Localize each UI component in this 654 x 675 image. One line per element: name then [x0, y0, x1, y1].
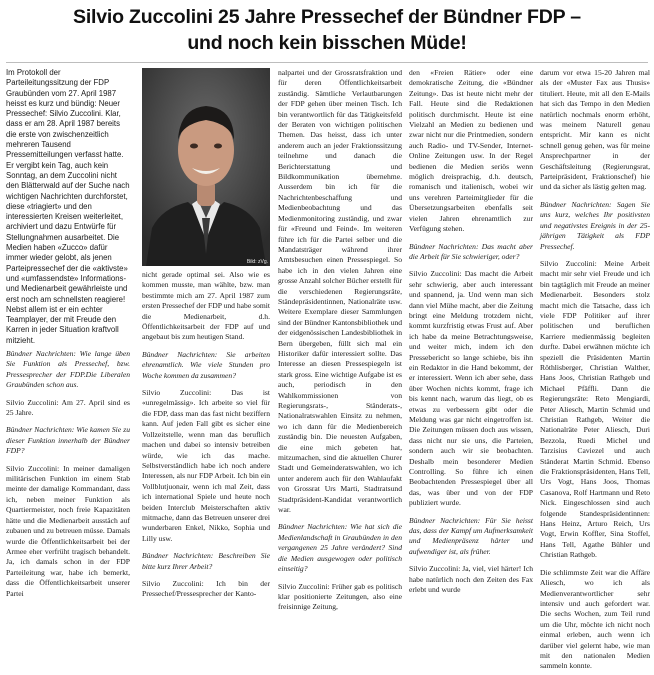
interview-question: Bündner Nachrichten: Sagen Sie uns kurz, welches Ihr positivsten und negativstes Ereignis in der 25-jährigen Tätigkeit als FDP Pressechef. [540, 199, 650, 251]
interview-answer: nalpartei und der Grossratsfraktion und für deren Öffentlichkeitsarbeit zuständig. Sämtliche Verlautbarungen der FDP gehen über meinen Tisch. Ich bin verantwortlich für das Tätigkeitsfeld der Beraten von wichtigen politischen Themen. Das heisst, dass ich unter anderem auch an jeder Fraktionssitzung teilnehme und danach die Berichterstattung und Bildkommunikation übernehme. Ausserdem bin ich für die Nachrichtenbeschaffung und Medienbeobachtung und das Medienmonitoring zuständig, und zwar für «Freund und Feind». Im weiteren führe ich für die Partei selber und die Mandatsträger während ihrer Amtsbesuchen einen Pressespiegel. So habe ich in den vielen Jahren eine grosse Anzahl solcher Bücher erstellt für die verschiedenen Regierungsräte, Ständepräsidentinnen, Nationalräte usw. Weitere Exemplare dieser Sammlungen sind der Bündner Kantonsbibliothek und der eidgenössischen Landesbibliothek in Bern übergeben, füllt sich mal ein Historiker dafür interessiert sollte. Das Interesse an diesen Pressespiegeln ist stark gross. Eine wichtige Aufgabe ist es auch, periodisch in den Wahlkommissionen von Regierungsrats-, Ständerats-, Nationalratswahlen Einsitz zu nehmen, wo ich dann für die Medienbereich zuständig bin. Die neuesten Aufgaben, die eine mich gebeten hat, mitzumachen, sind die aktuellen Churer Stadt und Gemeinderatswahlen, wo ich unter anderem auch für den Wahlaufakt von Grossrat Urs Marti, Stadtratsund Stadtpräsident-Kandidat verantwortlich war. [278, 68, 402, 515]
interview-answer: nicht gerade optimal sei. Also wie es kommen musste, man wählte, bzw. man bestimmte mich am 27. April 1987 zum ersten Pressechef der FDP und habe somit die Medienarbeit, d.h. Öffentlichkeitsarbeit der FDP auf und angebaut bis zum heutigen Stand. [142, 270, 270, 342]
column-3 [278, 68, 402, 616]
headline-line-2: und noch kein bisschen Müde! [187, 32, 467, 54]
interview-answer: Silvio Zuccolini: Ich bin der Pressechef/Pressesprecher der Kanto- [142, 578, 270, 599]
column-4 [409, 68, 533, 599]
interview-question: Bündner Nachrichten: Beschreiben Sie bitte kurz Ihrer Arbeit? [142, 551, 270, 571]
column-2 [142, 270, 270, 603]
interview-answer: Die schlimmste Zeit war die Affäre Aliesch, wo ich als Medienverantwortlicher sehr intensiv und auch gefordert war. Die sechs Wochen, zum Teil rund um die Uhr, möchte ich nicht noch einmal erleben, auch wenn ich darüber viel gelernt habe, wie man mit den nationalen Medien sammeln konnte. [540, 567, 650, 671]
interview-answer: Silvio Zuccolini: Früher gab es politisch klar positionierte Zeitungen, also eine freisinnige Zeitung, [278, 581, 402, 612]
article-headline [0, 4, 654, 56]
interview-question: Bündner Nachrichten: Wie hat sich die Medienlandschaft in Graubünden in den vergangenen 25 Jahre verändert? Sind die Medien ausgewogen oder politisch einseitig? [278, 522, 402, 574]
interview-question: Bündner Nachrichten: Wie lange üben Sie Funktion als Pressechef, bzw. Pressesprecher der FDP.Die Liberalen Graubünden schon aus. [6, 349, 130, 390]
column-5 [540, 68, 650, 675]
interview-answer: Silvio Zuccolini: Das macht die Arbeit sehr schwierig, aber auch interessant und spannend, ja. Und wenn man sich dann viel Mühe macht, aber die Zeitung bringt eine Meldung trotzdem nicht, kommt kurzfristig etwas Frust auf. Aber ich habe da meine Betrachtungsweise, und weiter mich, indem ich den Pressebericht so lange schiebe, bis ihn ein Redaktor in die Hand bekommt, der er interessiert. Wenn ich aber sehe, dass über Wochen nichts kommt, frage ich bis kennt nach, warum das liegt, ob es etwas zu verbessern gibt oder die Meldung was gar nicht eingetroffen ist. Die Zeitungen müssen doch aus wissen, dass nicht nur sie uns, die Parteien, sondern auch wir sie beobachten. Deshalb mein besonderer Medien Controlling. So führe ich einen Beobachtenden Pressespiegel über all das, was über und von der FDP publiziert wurde. [409, 269, 533, 508]
headline-line-1: Silvio Zuccolini 25 Jahre Pressechef der Bündner FDP – [73, 6, 581, 28]
interview-answer: Silvio Zuccolini: In meiner damaligen militärischen Funktion im einem Stab meinte der damalige Kommandant, dass ich, neben meiner Funktion als Quartiermeister, noch freie Kapazitäten hätte und die Medienarbeit ausstäch auf zubauen und zu betreuen müsse. Damals wurde die Öffentlichkeitsarbeit bei der Armee eher verfrüht tragisch behandelt. Ja, ich damals schon in der FDP Parteileitung war, habe ich bemerkt, dass die Öffentlichkeitsarbeit unserer Partei [6, 463, 130, 598]
interview-question: Bündner Nachrichten: Wie kamen Sie zu dieser Funktion innerhalb der Bündner FDP? [6, 425, 130, 456]
headline-divider [6, 62, 648, 63]
interview-answer: Silvio Zuccolini: Das ist «unregelmässig». Ich arbeite so viel für die FDP, dass man das fast nicht beziffern kann. Auf jeden Fall gibt es sicher eine Vollzeitstelle, wenn man das beruflich machen und dabei so intensiv betreiben würde, wie ich das mache. Selbstverständlich habe ich noch andere Interessen, als nur FDP Arbeit. Ich bin ein Vollblutjuonair, wenn ich mal Zeit, dass ich international Spiele und heute noch beiden Interclub Meisterschaften aktiv mitmache, dann das Betreuen unserer drei wunderbaren Enkel, Nikko, Sophia und Lilly usw. [142, 388, 270, 543]
column-1-body [6, 349, 130, 599]
interview-answer: den «Freien Rätier» oder eine demokratische Zeitung, die «Bündner Zeitung». Das ist heute nicht mehr der Fall. Heute sind die Redaktionen politisch durchmischt. Heute ist eine Vielzahl an Medien zu bedienen und zwar nicht nur die Printmedien, sondern auch Radio- und TV-Sender, Internet-Online Zeitungen usw. In der Regel bedienen die Medien seriös wenn möglich dreisprachig, d.h. deutsch, romanisch und italienisch, wobei wir uns verehren Parteimitglieder für die Übersetzungsarbeiten ebenfalls seit vielen Jahren ehrenamtlich zur Verfügung stehen. [409, 68, 533, 234]
column-1 [6, 68, 130, 602]
portrait-photo [142, 68, 270, 266]
interview-question: Bündner Nachrichten: Für Sie heisst das, dass der Kampf um Aufmerksamkeit und Medienpräsenz härter und aufwendiger ist, als früher. [409, 515, 533, 556]
portrait-illustration [142, 68, 270, 266]
interview-question: Bündner Nachrichten: Das macht aber die Arbeit für Sie schwieriger, oder? [409, 241, 533, 261]
interview-question: Bündner Nachrichten: Sie arbeiten ehrenamtlich. Wie viele Stunden pro Woche kommen da zusammen? [142, 349, 270, 380]
interview-answer: Silvio Zuccolini: Meine Arbeit macht mir sehr viel Freude und ich bin tagtäglich mit Freude an meiner Medienarbeit. Besonders stolz macht mich die Tatsache, dass ich viele FDP Politiker auf ihrer politischen und beruflichen Karriere medienmässig begleiten durfte. Dabei erwähnen möchte ich speziell die Präsidenten Martin Röthlisberger, Christian Walther, Hans Joos, Christian Rathgeb und Michael Pfäffli. Dann die Regierungsräte: Reto Mengiardi, Peter Aliesch, Martin Schmid und Christian Rathgeb, Weiter die Nationalräte Peter Aliesch, Duri Bezzola, Ruedi Michel und Tarzisius Caviezel und auch Ständerat Martin Schmid. Ebenso die Fraktionspräsidenten, Hans Tell, Urs Vogt, Hans Joos, Thomas Casanova, Rolf Hartmann und Reto Nick. Eingeschlossen sind auch folgende Standespräsidentinnen: Hans Heinz, Arturo Reich, Urs Vogt, Erwin Koffler, Sina Stoffel, Hans Tell, Agathe Bühler und Christian Rathgeb. [540, 258, 650, 560]
photo-credit: Bild: zVg. [246, 259, 268, 265]
interview-answer: Silvio Zuccolini: Ja, viel, viel härter! Ich habe natürlich noch den Zeiten des Fax erlebt und wurde [409, 564, 533, 595]
lead-paragraph: Im Protokoll der Parteileitungssitzung der FDP Graubünden vom 27. April 1987 heisst es kurz und bündig: Neuer Pressechef: Silvio Zuccolini. Klar, dass er am 28. April 1987 bereits die erste von zwischenzeitlich mehreren Tausend Pressemitteilungen verfasst hatte. Er vergibt kein Tag, auch kein Sonntag, an dem Zuccolini nicht den Blätterwald auf der Suche nach wichtigen Nachrichten durchforstet, diese «triagiert» und den interessierten Kreisen weiterleitet, archiviert und dazu Entwürfe für Stellungnahmen ausarbeitet. Die Medien haben «Zucco» dafür immer wieder gelobt, als jenen Parteipressechef der die «aktivste» und «umfassendste» Informations- und Medienarbeit gewährleiste und erst noch am schnellsten reagiere! Nebst allem ist er ein echter Teamplayer, der mit Freude den Karren in jeder Situation kraftvoll mitzieht. [6, 68, 130, 345]
interview-answer: Silvio Zuccolini: Am 27. April sind es 25 Jahre. [6, 397, 130, 418]
interview-answer: darum vor etwa 15-20 Jahren mal als der «Muster Fax aus Thusis» tituliert. Heute, mit all den E-Mails hat sich das Tempo in den Medien natürlich nochmals enorm erhöht, was meinem Naturell genau entspricht. Mir kann es nicht schnell genug gehen, was für meine Ansprechpartner in der Geschäftsleitung (Regierungsrat, Parteipräsident, Fraktionschef) hie und da sicher als lästig gelten mag. [540, 68, 650, 192]
